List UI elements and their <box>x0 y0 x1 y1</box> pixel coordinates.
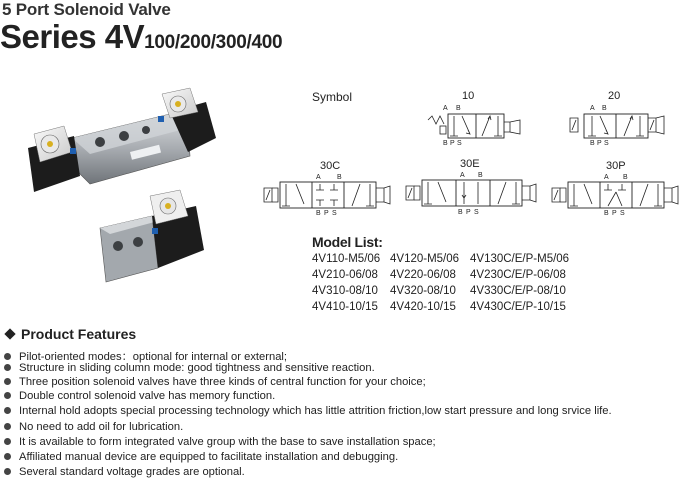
series-models: 100/200/300/400 <box>144 32 283 53</box>
port-label-b: B <box>337 174 342 181</box>
bullet-icon <box>4 392 11 399</box>
bullet-icon <box>4 407 11 414</box>
symbol-code-10: 10 <box>462 90 475 102</box>
port-label-p: P <box>466 209 471 216</box>
product-photo-double-solenoid <box>20 82 220 202</box>
port-label-b: B <box>316 210 321 217</box>
model-item: 4V320-08/10 <box>390 285 456 297</box>
port-label-b: B <box>458 209 463 216</box>
feature-text: Internal hold adopts special processing technology which has little attrition friction,low start pressure and long srvice life. <box>19 405 612 417</box>
feature-item <box>4 436 436 448</box>
product-features-title: Product Features <box>21 326 137 342</box>
port-label-s: S <box>457 140 462 147</box>
symbol-label: Symbol <box>312 90 353 104</box>
model-item: 4V430C/E/P-10/15 <box>470 301 566 313</box>
valve-symbol-10 <box>426 100 522 146</box>
port-label-a: A <box>443 105 448 112</box>
feature-item <box>4 390 275 402</box>
model-item: 4V420-10/15 <box>390 301 456 313</box>
symbol-code-30c: 30C <box>320 160 341 172</box>
feature-item <box>4 405 612 417</box>
model-item: 4V130C/E/P-M5/06 <box>470 253 570 265</box>
port-label-a: A <box>460 172 465 179</box>
bullet-icon <box>4 453 11 460</box>
feature-item <box>4 362 375 374</box>
feature-text: Affiliated manual device are equipped to facilitate installation and debugging. <box>19 451 399 463</box>
feature-item <box>4 421 183 433</box>
feature-text: Structure in sliding column mode: good tightness and sensitive reaction. <box>19 362 375 374</box>
port-label-b: B <box>602 105 607 112</box>
model-item: 4V330C/E/P-08/10 <box>470 285 566 297</box>
valve-symbol-20 <box>568 100 668 146</box>
port-label-b: B <box>443 140 448 147</box>
feature-text: No need to add oil for lubrication. <box>19 421 184 433</box>
model-item: 4V110-M5/06 <box>312 253 381 265</box>
feature-text: Three position solenoid valves have three kinds of central function for your choice; <box>19 376 426 388</box>
model-item: 4V310-08/10 <box>312 285 378 297</box>
bullet-icon <box>4 423 11 430</box>
bullet-icon <box>4 353 11 360</box>
port-label-b: B <box>623 174 628 181</box>
feature-item <box>4 451 398 463</box>
symbol-code-30e: 30E <box>460 158 480 170</box>
feature-text: Double control solenoid valve has memory function. <box>19 390 276 402</box>
series-main: Series 4V <box>0 18 145 55</box>
port-label-p: P <box>450 140 455 147</box>
feature-text: Pilot-oriented modes：optional for internal or external; <box>19 351 288 363</box>
port-label-b: B <box>590 140 595 147</box>
port-label-p: P <box>324 210 329 217</box>
model-list-heading: Model List: <box>312 234 383 250</box>
model-item: 4V230C/E/P-06/08 <box>470 269 566 281</box>
valve-symbol-30c <box>262 170 392 216</box>
port-label-s: S <box>604 140 609 147</box>
port-label-b: B <box>478 172 483 179</box>
symbol-code-30p: 30P <box>606 160 626 172</box>
bullet-icon <box>4 378 11 385</box>
feature-text: It is available to form integrated valve group with the base to save installation space; <box>19 436 436 448</box>
port-label-b: B <box>604 210 609 217</box>
valve-symbol-30p <box>550 170 680 216</box>
valve-symbol-30e <box>404 168 538 216</box>
bullet-icon <box>4 364 11 371</box>
feature-item <box>4 376 426 388</box>
model-item: 4V120-M5/06 <box>390 253 460 265</box>
model-item: 4V210-06/08 <box>312 269 378 281</box>
product-photo-single-solenoid <box>92 188 212 288</box>
product-features-heading <box>4 326 136 342</box>
symbol-code-20: 20 <box>608 90 621 102</box>
diamond-bullet-icon <box>4 328 15 339</box>
feature-item <box>4 466 245 478</box>
bullet-icon <box>4 468 11 475</box>
port-label-p: P <box>597 140 602 147</box>
port-label-a: A <box>590 105 595 112</box>
port-label-s: S <box>620 210 625 217</box>
bullet-icon <box>4 438 11 445</box>
port-label-s: S <box>474 209 479 216</box>
model-item: 4V410-10/15 <box>312 301 378 313</box>
series-title <box>0 18 282 56</box>
port-label-s: S <box>332 210 337 217</box>
port-label-a: A <box>316 174 321 181</box>
port-label-p: P <box>612 210 617 217</box>
feature-text: Several standard voltage grades are optional. <box>19 466 245 478</box>
port-label-a: A <box>604 174 609 181</box>
page-subtitle: 5 Port Solenoid Valve <box>2 0 171 19</box>
model-item: 4V220-06/08 <box>390 269 456 281</box>
port-label-b: B <box>456 105 461 112</box>
